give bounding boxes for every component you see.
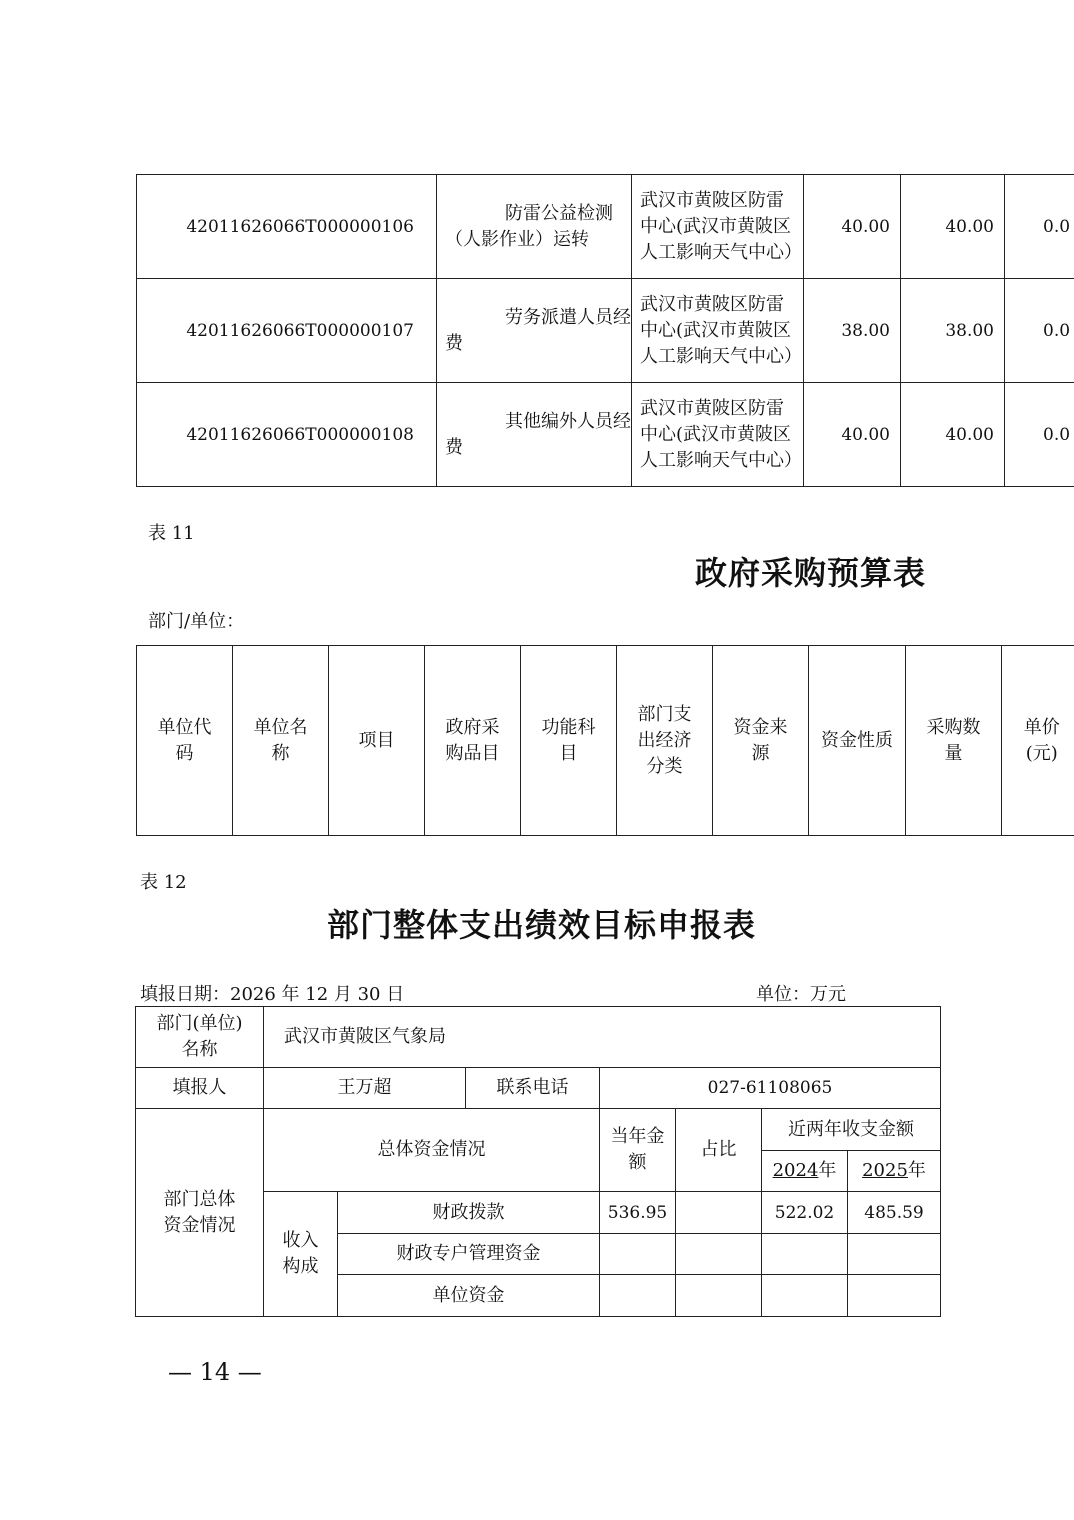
- ratio-cell: [676, 1234, 762, 1275]
- table-11-title: 政府采购预算表: [695, 554, 927, 592]
- year-suffix: 年: [818, 1160, 837, 1181]
- phone-number: 027-61108065: [600, 1068, 941, 1109]
- filler-label: 填报人: [136, 1068, 264, 1109]
- column-header: 项目: [329, 646, 425, 836]
- column-header: 资金来源: [713, 646, 809, 836]
- filler-name: 王万超: [264, 1068, 466, 1109]
- table-row: [137, 383, 1074, 487]
- current-amount-header: 当年金额: [600, 1109, 676, 1192]
- amount-cell: 38.00: [804, 279, 901, 383]
- project-expenditure-table: [136, 174, 1074, 487]
- year-amount: 522.02: [762, 1192, 848, 1234]
- year-amount: 485.59: [848, 1192, 941, 1234]
- amount-cell: 0.0: [1005, 175, 1074, 279]
- year-amount: [762, 1234, 848, 1275]
- year-amount: [848, 1275, 941, 1317]
- income-item: 单位资金: [338, 1275, 600, 1317]
- year-value: 2025: [862, 1160, 908, 1181]
- current-amount: [600, 1234, 676, 1275]
- year-header: [848, 1151, 941, 1192]
- column-header: 单价(元): [1002, 646, 1074, 836]
- year-header: [762, 1151, 848, 1192]
- amount-cell: 40.00: [901, 383, 1005, 487]
- unit-name: 武汉市黄陂区防雷中心(武汉市黄陂区人工影响天气中心）: [632, 279, 804, 383]
- performance-target-table: [135, 1006, 941, 1317]
- column-header: 资金性质: [809, 646, 906, 836]
- overall-funds-header: 总体资金情况: [264, 1109, 600, 1192]
- unit-name: 武汉市黄陂区防雷中心(武汉市黄陂区人工影响天气中心）: [632, 175, 804, 279]
- page-number: — 14 —: [168, 1358, 262, 1386]
- procurement-budget-table: [136, 645, 1074, 836]
- amount-cell: 40.00: [901, 175, 1005, 279]
- unit-label: 单位：万元: [756, 984, 846, 1005]
- amount-cell: 0.0: [1005, 279, 1074, 383]
- year-amount: [848, 1234, 941, 1275]
- ratio-cell: [676, 1192, 762, 1234]
- amount-cell: 40.00: [804, 175, 901, 279]
- amount-cell: 38.00: [901, 279, 1005, 383]
- table-12-title: 部门整体支出绩效目标申报表: [327, 906, 757, 944]
- table-row: [136, 1007, 941, 1068]
- amount-cell: 0.0: [1005, 383, 1074, 487]
- project-name: 防雷公益检测（人影作业）运转: [437, 175, 632, 279]
- column-header: 单位代码: [137, 646, 233, 836]
- column-header: 功能科目: [521, 646, 617, 836]
- table-12-label: 表 12: [140, 872, 187, 893]
- table-11-label: 表 11: [148, 523, 195, 544]
- table-row: [137, 279, 1074, 383]
- income-item: 财政专户管理资金: [338, 1234, 600, 1275]
- year-value: 2024: [772, 1160, 819, 1181]
- two-year-header: 近两年收支金额: [762, 1109, 941, 1151]
- unit-name: 武汉市黄陂区防雷中心(武汉市黄陂区人工影响天气中心）: [632, 383, 804, 487]
- project-code: 42011626066T000000108: [137, 383, 437, 487]
- current-amount: 536.95: [600, 1192, 676, 1234]
- project-code: 42011626066T000000107: [137, 279, 437, 383]
- year-amount: [762, 1275, 848, 1317]
- project-name: 劳务派遣人员经费: [437, 279, 632, 383]
- column-header: 采购数量: [906, 646, 1002, 836]
- department-label: 部门/单位：: [148, 611, 245, 632]
- ratio-header: 占比: [676, 1109, 762, 1192]
- project-code: 42011626066T000000106: [137, 175, 437, 279]
- current-amount: [600, 1275, 676, 1317]
- table-row: [136, 1109, 941, 1151]
- year-suffix: 年: [907, 1160, 926, 1181]
- table-row: [137, 175, 1074, 279]
- column-header: 政府采购品目: [425, 646, 521, 836]
- project-name: 其他编外人员经费: [437, 383, 632, 487]
- overall-funds-label: 部门总体资金情况: [136, 1109, 264, 1317]
- table-row: [136, 1068, 941, 1109]
- ratio-cell: [676, 1275, 762, 1317]
- header-row: [137, 646, 1074, 836]
- dept-name-label: 部门(单位)名称: [136, 1007, 264, 1068]
- income-label: 收入构成: [264, 1192, 338, 1317]
- dept-name: 武汉市黄陂区气象局: [264, 1007, 941, 1068]
- column-header: 单位名称: [233, 646, 329, 836]
- phone-label: 联系电话: [466, 1068, 600, 1109]
- fill-date: 填报日期：2026 年 12 月 30 日: [140, 984, 405, 1005]
- income-item: 财政拨款: [338, 1192, 600, 1234]
- amount-cell: 40.00: [804, 383, 901, 487]
- column-header: 部门支出经济分类: [617, 646, 713, 836]
